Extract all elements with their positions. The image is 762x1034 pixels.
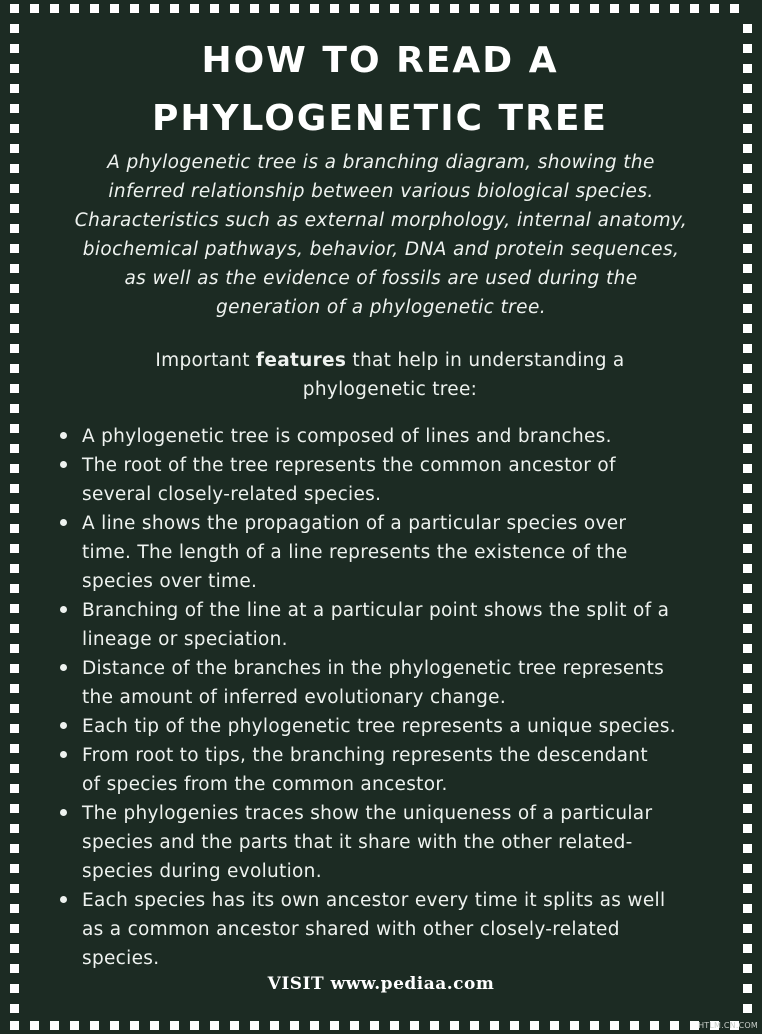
list-item-line: Each species has its own ancestor every time it splits as well [82,890,666,911]
list-item-line: The phylogenies traces show the uniqueness of a particular [82,803,653,824]
features-list [58,422,748,973]
footer-link[interactable]: VISIT www.pediaa.com [267,974,495,994]
features-heading-line-2: phylogenetic tree: [302,379,478,400]
list-item-line: Branching of the line at a particular point shows the split of a [82,600,670,621]
list-item-line: lineage or speciation. [82,629,288,650]
bullet-dot-icon [60,461,67,468]
list-item [58,422,748,451]
list-item-line: species during evolution. [82,861,322,882]
list-item [58,451,748,509]
bullet-dot-icon [60,519,67,526]
list-item-line: Each tip of the phylogenetic tree represents a unique species. [82,716,676,737]
bullet-dot-icon [60,664,67,671]
features-heading [100,346,680,404]
intro-line: as well as the evidence of fossils are used during the [124,268,638,289]
features-heading-line-1 [100,346,680,375]
intro-line: inferred relationship between various biological species. [108,181,654,202]
list-item [58,886,748,973]
bullet-dot-icon [60,896,67,903]
title-line-1: HOW TO READ A [201,40,559,81]
list-item-line: time. The length of a line represents the existence of the [82,542,628,563]
list-item-line: Distance of the branches in the phylogenetic tree represents [82,658,665,679]
list-item [58,741,748,799]
features-prefix: Important [155,350,257,371]
list-item-line: several closely-related species. [82,484,382,505]
list-item-line: of species from the common ancestor. [82,774,448,795]
intro-line: generation of a phylogenetic tree. [215,297,547,318]
intro-paragraph [42,148,720,322]
list-item-line: the amount of inferred evolutionary change. [82,687,507,708]
intro-line: biochemical pathways, behavior, DNA and protein sequences, [82,239,680,260]
intro-line: Characteristics such as external morphology, internal anatomy, [74,210,688,231]
list-item-line: as a common ancestor shared with other closely-related [82,919,620,940]
list-item-line: A phylogenetic tree is composed of lines and branches. [82,426,612,447]
features-suffix: that help in understanding a [346,350,625,371]
list-item-line: species and the parts that it share with the other related- [82,832,633,853]
list-item [58,509,748,596]
list-item [58,712,748,741]
bullet-dot-icon [60,606,67,613]
page-title [60,32,700,148]
list-item-line: From root to tips, the branching represents the descendant [82,745,648,766]
features-bold-word: features [256,350,347,371]
list-item [58,596,748,654]
list-item-line: species. [82,948,160,969]
list-item [58,799,748,886]
bullet-dot-icon [60,722,67,729]
list-item-line: The root of the tree represents the common ancestor of [82,455,616,476]
title-line-2: PHYLOGENETIC TREE [151,98,609,139]
bullet-dot-icon [60,432,67,439]
list-item-line: species over time. [82,571,258,592]
intro-line: A phylogenetic tree is a branching diagram, showing the [107,152,655,173]
bullet-dot-icon [60,751,67,758]
list-item-line: A line shows the propagation of a particular species over [82,513,627,534]
list-item [58,654,748,712]
bullet-dot-icon [60,809,67,816]
watermark: HTLM.CN.COM [698,1021,758,1030]
